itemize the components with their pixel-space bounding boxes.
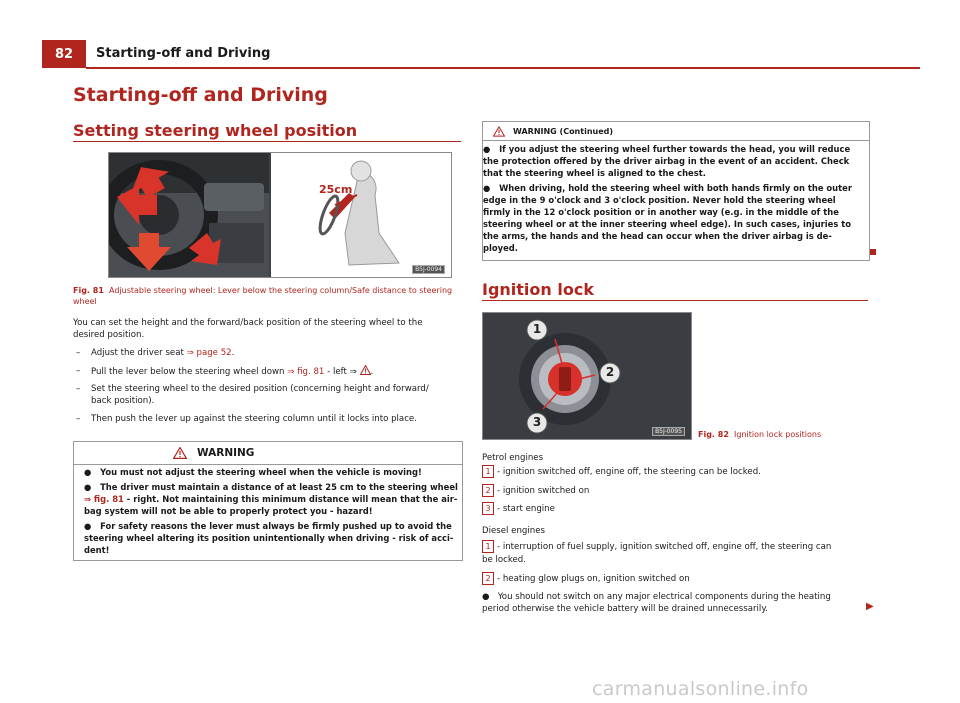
steering-wheel-illustration [109,153,451,277]
warning-bullet-3 [84,521,452,532]
fig-81-link[interactable]: ⇒ fig. 81 [84,494,124,504]
petrol-item-1 [482,465,761,478]
figure-81-caption [73,285,452,296]
warning-text: When driving, hold the steering wheel with both hands firmly on the outer [499,183,852,193]
step-2: Pull the lever below the steering wheel down ⇒ fig. 81 - left ⇒ . [91,367,374,377]
warning-bullet-2-line-3: bag system will not be able to properly protect you - hazard! [84,506,373,516]
warning-title: WARNING [197,447,255,459]
warning-continued-title: WARNING (Continued) [513,126,614,136]
position-text: - interruption of fuel supply, ignition switched off, engine off, the steering can [497,542,832,552]
section-title-steering: Setting steering wheel position [73,121,358,140]
warning-text: - right. Not maintaining this minimum distance will mean that the air- [123,494,458,504]
figure-code: B5J-0095 [652,427,685,436]
step-dash: – [76,366,81,376]
chapter-title: Starting-off and Driving [73,84,328,106]
page-number: 82 [42,40,86,68]
bullet: ● [84,482,92,492]
figure-steering-wheel [108,152,452,278]
ignition-lock-illustration [483,313,691,439]
figure-81-caption-line2: wheel [73,297,97,306]
warning-box [73,441,463,561]
position-text: - ignition switched on [497,486,590,496]
warning-cont-line: the arms, the hands and the head can occur when the driver airbag is de- [483,231,832,241]
step-3-line-1: Set the steering wheel to the desired position (concerning height and forward/ [91,384,429,394]
diesel-heading: Diesel engines [482,526,545,536]
step-dash: – [76,414,81,424]
warning-continued-header [483,122,869,141]
running-title: Starting-off and Driving [96,46,271,61]
section-rule [73,141,461,142]
warning-cont-line: the protection offered by the driver airbag in the event of an accident. Check [483,156,850,166]
bullet: ● [483,144,491,154]
position-text: - ignition switched off, engine off, the steering can be locked. [497,467,761,477]
warning-continued-box [482,121,870,261]
position-text: - heating glow plugs on, ignition switched on [497,574,690,584]
diesel-item-2 [482,572,690,585]
warning-triangle-icon[interactable] [360,365,371,375]
step-1-text: Adjust the driver seat [91,348,187,358]
caption-text: Adjustable steering wheel: Lever below the steering column/Safe distance to steering [108,286,453,295]
caption-label: Fig. 81 [73,286,104,295]
figure-82-caption [698,429,821,440]
warning-bullet-1 [84,467,422,478]
note-line-2: period otherwise the vehicle battery will be drained unnecessarily. [482,604,768,614]
step-dash: – [76,348,81,358]
warning-cont-bullet-2 [483,183,852,194]
ignition-label-1: 1 [532,322,542,336]
petrol-heading: Petrol engines [482,453,544,463]
dimension-label-25cm: 25cm [319,183,353,196]
warning-bullet-3-line-2: steering wheel altering its position unintentionally when driving - risk of acci- [84,533,454,543]
step-1 [91,347,234,359]
bullet: ● [84,467,92,477]
note-text: You should not switch on any major electrical components during the heating [497,592,831,602]
caption-label: Fig. 82 [698,430,729,439]
warning-header [74,442,462,465]
fig-81-link[interactable]: ⇒ fig. 81 [287,367,325,377]
section-rule [482,300,868,301]
warning-text: You must not adjust the steering wheel when the vehicle is moving! [100,467,422,477]
watermark: carmanualsonline.info [592,678,809,700]
warning-cont-line: steering wheel or at the inner steering wheel edge). In such cases, injuries to [483,219,852,229]
diesel-item-1-line-2: be locked. [482,555,526,565]
header-rule [86,67,920,69]
position-marker: 2 [482,572,494,585]
step-2-text: Pull the lever below the steering wheel down [91,367,288,377]
warning-triangle-icon [493,126,505,137]
warning-bullet-2 [84,482,458,493]
section-end-marker [870,249,876,255]
position-text: - start engine [497,504,555,514]
warning-cont-line: ployed. [483,243,518,253]
ignition-label-2: 2 [605,365,615,379]
warning-cont-line: firmly in the 12 o'clock position or in another way (e.g. in the middle of the [483,207,839,217]
position-marker: 3 [482,502,494,515]
warning-triangle-icon [173,447,187,459]
position-marker: 1 [482,465,494,478]
note-line-1 [482,591,831,603]
figure-code: B5J-0094 [412,265,445,274]
ignition-label-3: 3 [532,415,542,429]
intro-line-1: You can set the height and the forward/back position of the steering wheel to the [73,318,423,328]
warning-text: The driver must maintain a distance of at least 25 cm to the steering wheel [100,482,458,492]
figure-ignition-lock [482,312,692,440]
warning-text: If you adjust the steering wheel further towards the head, you will reduce [499,144,851,154]
step-3-line-2: back position). [91,396,155,406]
position-marker: 1 [482,540,494,553]
step-4: Then push the lever up against the steering column until it locks into place. [91,414,417,424]
step-dash: – [76,384,81,394]
petrol-item-2 [482,484,589,497]
section-title-ignition: Ignition lock [482,280,594,299]
warning-cont-bullet-1 [483,144,850,155]
bullet: ● [84,521,92,531]
petrol-item-3 [482,502,555,515]
warning-cont-line: edge in the 9 o'clock and 3 o'clock position. Never hold the steering wheel [483,195,836,205]
caption-text: Ignition lock positions [733,430,822,439]
intro-line-2: desired position. [73,330,145,340]
page-52-link[interactable]: ⇒ page 52 [186,348,232,358]
warning-cont-line: that the steering wheel is aligned to the chest. [483,168,706,178]
bullet: ● [482,592,490,602]
warning-bullet-3-line-3: dent! [84,545,110,555]
diesel-item-1 [482,540,831,553]
position-marker: 2 [482,484,494,497]
step-2-end: - left ⇒ [324,367,360,377]
step-1-end: . [231,348,235,358]
continue-arrow-icon: ▶ [866,601,874,612]
warning-text: For safety reasons the lever must always be firmly pushed up to avoid the [100,521,452,531]
warning-bullet-2-line-2 [84,494,457,505]
bullet: ● [483,183,491,193]
